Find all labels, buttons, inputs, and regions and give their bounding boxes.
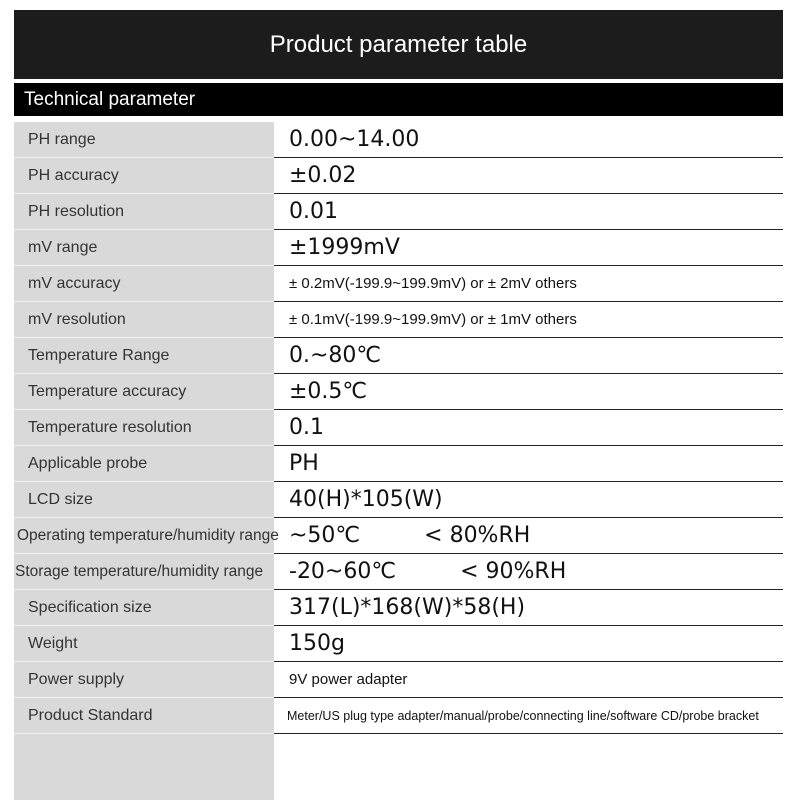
table-row (14, 266, 783, 302)
parameter-table (14, 122, 783, 734)
param-value-humidity: < 90%RH (460, 559, 567, 584)
param-value: ±0.5℃ (274, 374, 783, 410)
page-title: Product parameter table (269, 30, 528, 58)
param-label: PH range (14, 122, 274, 158)
table-row (14, 158, 783, 194)
table-row (14, 518, 783, 554)
table-row (14, 374, 783, 410)
param-value: 9V power adapter (274, 662, 783, 698)
param-label: Temperature accuracy (14, 374, 274, 410)
param-value (274, 518, 783, 554)
param-label: Specification size (14, 590, 274, 626)
param-label: Temperature Range (14, 338, 274, 374)
param-label: mV range (14, 230, 274, 266)
param-label: Operating temperature/humidity range (14, 518, 274, 554)
param-label: Power supply (14, 662, 274, 698)
table-row (14, 482, 783, 518)
param-value: ±0.02 (274, 158, 783, 194)
param-label: Applicable probe (14, 446, 274, 482)
section-title: Technical parameter (24, 88, 196, 110)
param-label: Product Standard (14, 698, 274, 734)
param-value: 317(L)*168(W)*58(H) (274, 590, 783, 626)
param-value: ±1999mV (274, 230, 783, 266)
param-value: ± 0.1mV(-199.9~199.9mV) or ± 1mV others (274, 302, 783, 338)
param-value: 0.~80℃ (274, 338, 783, 374)
param-value: ± 0.2mV(-199.9~199.9mV) or ± 2mV others (274, 266, 783, 302)
param-value: 0.1 (274, 410, 783, 446)
param-value: Meter/US plug type adapter/manual/probe/connecting line/software CD/probe bracket (274, 698, 783, 734)
table-row (14, 410, 783, 446)
table-row (14, 338, 783, 374)
param-value: 40(H)*105(W) (274, 482, 783, 518)
param-label: PH resolution (14, 194, 274, 230)
table-row (14, 230, 783, 266)
param-label: mV accuracy (14, 266, 274, 302)
param-label: Temperature resolution (14, 410, 274, 446)
table-row (14, 122, 783, 158)
param-value-temperature: -20~60℃ (289, 559, 397, 584)
title-banner (14, 10, 783, 79)
param-label: Weight (14, 626, 274, 662)
table-row (14, 626, 783, 662)
param-label: PH accuracy (14, 158, 274, 194)
table-row (14, 194, 783, 230)
table-row (14, 446, 783, 482)
param-label: Storage temperature/humidity range (14, 554, 274, 590)
param-value: 0.00~14.00 (274, 122, 783, 158)
table-row (14, 554, 783, 590)
param-value: 150g (274, 626, 783, 662)
param-label: mV resolution (14, 302, 274, 338)
table-row (14, 662, 783, 698)
section-banner (14, 83, 783, 116)
param-value: PH (274, 446, 783, 482)
table-row (14, 302, 783, 338)
table-row (14, 590, 783, 626)
param-value-humidity: < 80%RH (424, 523, 531, 548)
param-value (274, 554, 783, 590)
param-value-temperature: ~50℃ (289, 523, 361, 548)
param-value: 0.01 (274, 194, 783, 230)
param-label: LCD size (14, 482, 274, 518)
table-row (14, 698, 783, 734)
